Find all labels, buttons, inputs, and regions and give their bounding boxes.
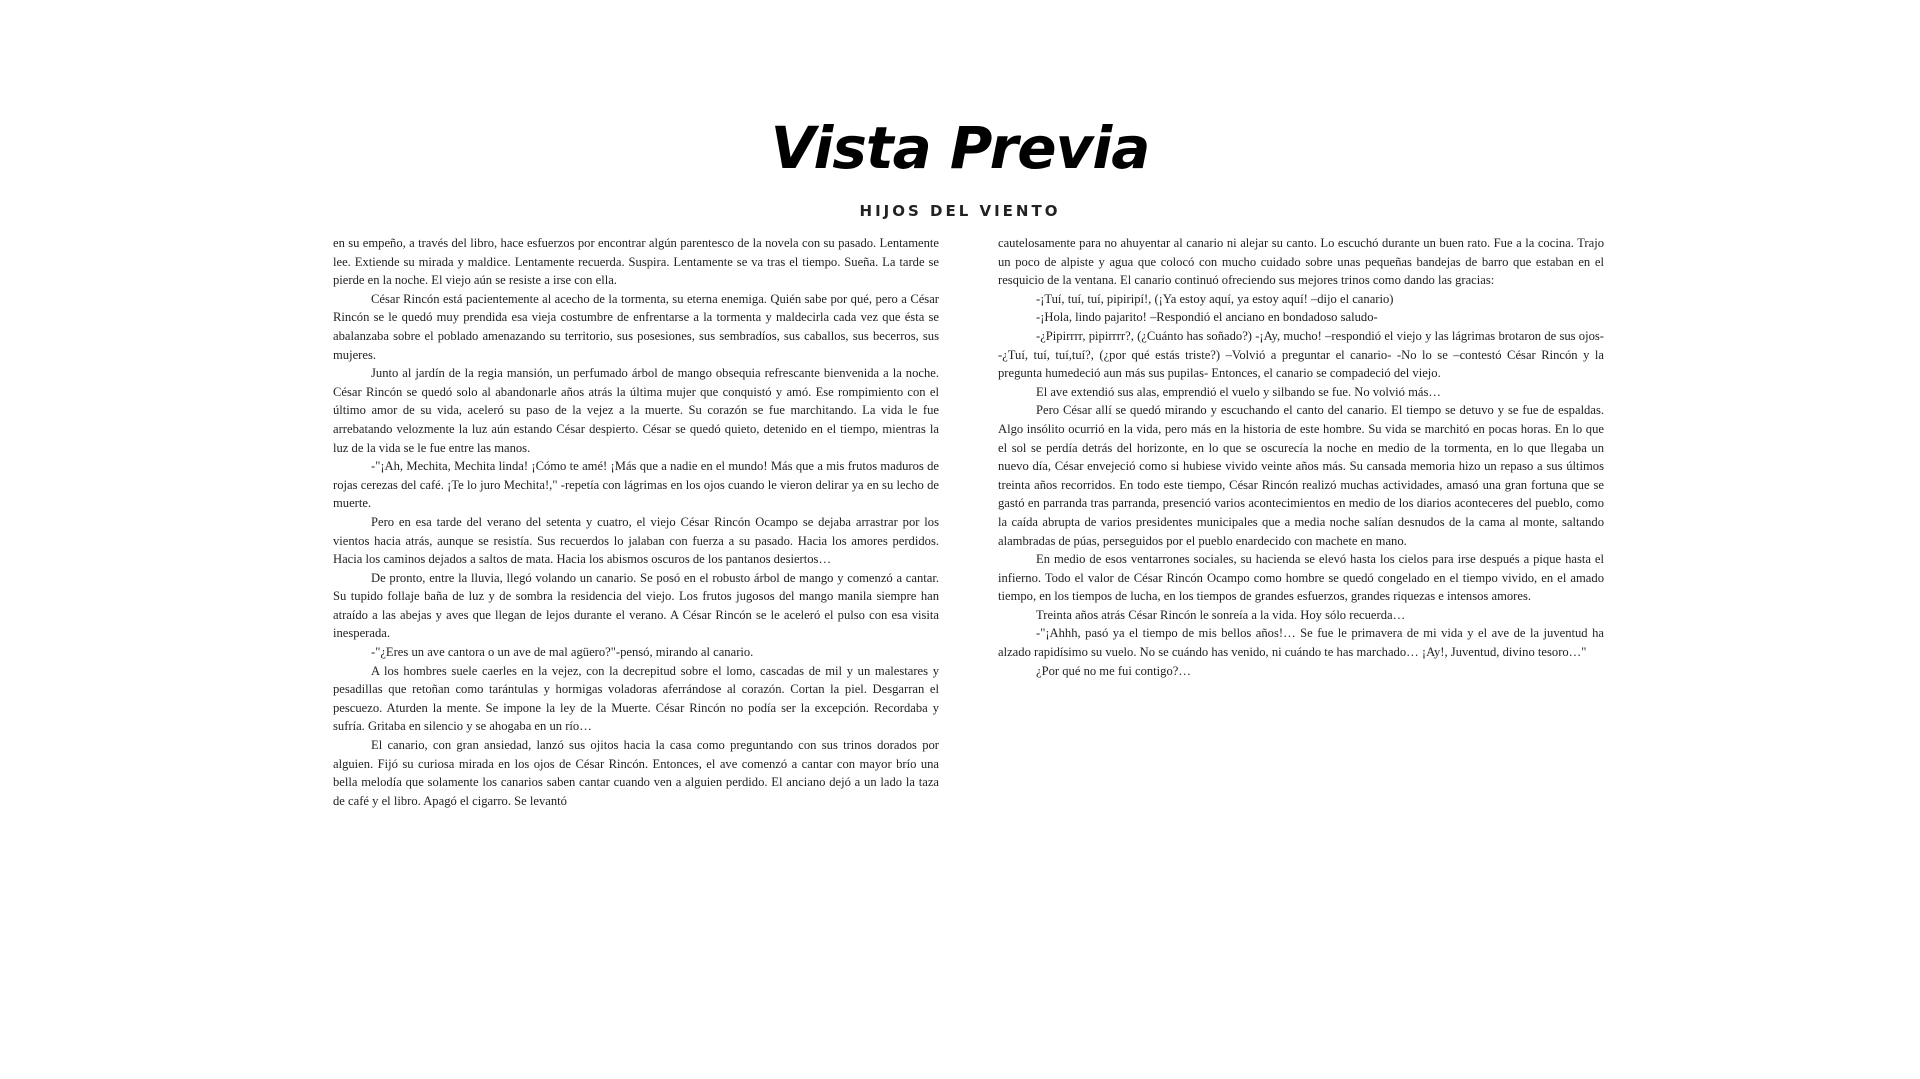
- paragraph: El canario, con gran ansiedad, lanzó sus ojitos hacia la casa como preguntando con sus trinos dorados por alguien. Fijó su curiosa mirada en los ojos de César Rincón. Entonces, el ave comenzó a cantar con mayor brío una bella melodía que solamente los canarios saben cantar cuando ven a alguien perdido. El anciano dejó a un lado la taza de café y el libro. Apagó el cigarro. Se levantó: [333, 738, 939, 808]
- page-title: Vista Previa: [770, 114, 1150, 182]
- paragraph: en su empeño, a través del libro, hace esfuerzos por encontrar algún parentesco de la novela con su pasado. Lentamente lee. Extiende su mirada y maldice. Lentamente recuerda. Suspira. Lentamente se va tras el tiempo. Sueña. La tarde se pierde en la noche. El viejo aún se resiste a irse con ella.: [333, 236, 939, 288]
- paragraph: Pero César allí se quedó mirando y escuchando el canto del canario. El tiempo se detuvo y se fue de espaldas. Algo insólito ocurrió en la vida, pero más en la historia de este hombre. Su vida se marchitó en pocas horas. En lo que el sol se perdía detrás del horizonte, en lo que se oscurecía la noche en medio de la tormenta, en lo que llegaba un nuevo día, César envejeció como si hubiese vivido veinte años más. Su cansada memoria hizo un repaso a sus últimos treinta años recorridos. En todo este tiempo, César Rincón realizó muchas actividades, amasó una gran fortuna que se gastó en parranda tras parranda, presenció varios acontecimientos en medio de los diarios aconteceres del pueblo, como la caída abrupta de varios presidentes municipales que a media noche salían desnudos de la cama al monte, saltando alambradas de púas, perseguidos por el pueblo enardecido con machete en mano.: [998, 403, 1604, 548]
- paragraph: De pronto, entre la lluvia, llegó volando un canario. Se posó en el robusto árbol de mango y comenzó a cantar. Su tupido follaje baña de luz y de sombra la residencia del viejo. Los frutos jugosos del mango manila siempre han atraído a las abejas y aves que llegan de lejos durante el verano. A César Rincón se le aceleró el pulso con esa visita inesperada.: [333, 570, 939, 641]
- paragraph: Pero en esa tarde del verano del setenta y cuatro, el viejo César Rincón Ocampo se dejaba arrastrar por los vientos hacia atrás, aunque se resistía. Sus recuerdos lo jalaban con fuerza a su pasado. Hacia los amores perdidos. Hacia los caminos dejados a saltos de mata. Hacia los abismos oscuros de los pantanos desiertos…: [333, 514, 939, 567]
- paragraph: -"¡Ahhh, pasó ya el tiempo de mis bellos años!… Se fue le primavera de mi vida y el ave de la juventud ha alzado rapidísimo su vuelo. No se cuándo has venido, ni cuándo te has marchado… ¡Ay!, Juventud, divino tesoro…": [998, 626, 1604, 660]
- paragraph: -¿Pipirrrr, pipirrrr?, (¿Cuánto has soñado?) -¡Ay, mucho! –respondió el viejo y las lágrimas brotaron de sus ojos- -¿Tuí, tuí, tuí,tuí?, (¿por qué estás triste?) –Volvió a preguntar el canario- -No lo se –contestó César Rincón y la pregunta humedeció aun más sus pupilas- Entonces, el canario se compadeció del viejo.: [998, 328, 1604, 381]
- text-column-right: [998, 234, 1604, 680]
- paragraph: -"¡Ah, Mechita, Mechita linda! ¡Cómo te amé! ¡Más que a nadie en el mundo! Más que a mis frutos maduros de rojas cerezas del café. ¡Te lo juro Mechita!," -repetía con lágrimas en los ojos cuando le vieron delirar ya en su lecho de muerte.: [333, 459, 939, 511]
- paragraph: En medio de esos ventarrones sociales, su hacienda se elevó hasta los cielos para irse después a pique hasta el infierno. Todo el valor de César Rincón Ocampo como hombre se quedó congelado en el tiempo vivido, en el amado tiempo, en los tiempos de lucha, en los tiempos de grandes esfuerzos, grandes riquezas e intensos amores.: [998, 552, 1604, 604]
- text-column-left: [333, 234, 939, 810]
- paragraph: -¡Hola, lindo pajarito! –Respondió el anciano en bondadoso saludo-: [1036, 310, 1378, 325]
- paragraph: ¿Por qué no me fui contigo?…: [1036, 663, 1191, 678]
- book-title: HIJOS DEL VIENTO: [859, 202, 1061, 220]
- paragraph: cautelosamente para no ahuyentar al canario ni alejar su canto. Lo escuchó durante un buen rato. Fue a la cocina. Trajo un poco de alpiste y agua que colocó con mucho cuidado sobre unas pequeñas bandejas de barro que estaban en el resquicio de la ventana. El canario continuó ofreciendo sus mejores trinos como dando las gracias:: [998, 236, 1604, 288]
- paragraph: -"¿Eres un ave cantora o un ave de mal agüero?"-pensó, mirando al canario.: [371, 645, 754, 660]
- paragraph: El ave extendió sus alas, emprendió el vuelo y silbando se fue. No volvió más…: [1036, 384, 1442, 399]
- paragraph: -¡Tuí, tuí, tuí, pipiripí!, (¡Ya estoy aquí, ya estoy aquí! –dijo el canario): [1036, 291, 1394, 306]
- paragraph: A los hombres suele caerles en la vejez, con la decrepitud sobre el lomo, cascadas de mil y un malestares y pesadillas que retoñan como tarántulas y hormigas voladoras aferrándose al corazón. Cortan la piel. Desgarran el pescuezo. Aturden la mente. Se impone la ley de la Muerte. César Rincón no podía ser la excepción. Recordaba y sufría. Gritaba en silencio y se ahogaba en un río…: [333, 663, 939, 734]
- paragraph: César Rincón está pacientemente al acecho de la tormenta, su eterna enemiga. Quién sabe por qué, pero a César Rincón se le quedó muy prendida esa vieja costumbre de enfrentarse a la tormenta y maldecirla cada vez que ésta se abalanzaba sobre el poblado amenazando su territorio, sus posesiones, sus sembradíos, sus caballos, sus becerros, sus mujeres.: [333, 291, 939, 362]
- page-header: [0, 108, 1920, 220]
- paragraph: Treinta años atrás César Rincón le sonreía a la vida. Hoy sólo recuerda…: [1036, 607, 1406, 622]
- paragraph: Junto al jardín de la regia mansión, un perfumado árbol de mango obsequia refrescante bienvenida a la noche. César Rincón se quedó solo al abandonarle años atrás la última mujer que conquistó y amó. Ese rompimiento con el último amor de su vida, aceleró su paso de la vejez a la muerte. Su corazón se fue marchitando. La vida le fue arrebatando velozmente la luz aún estando César despierto. César se quedó quieto, detenido en el tiempo, mientras la luz de la vida se le fue entre las manos.: [333, 366, 939, 455]
